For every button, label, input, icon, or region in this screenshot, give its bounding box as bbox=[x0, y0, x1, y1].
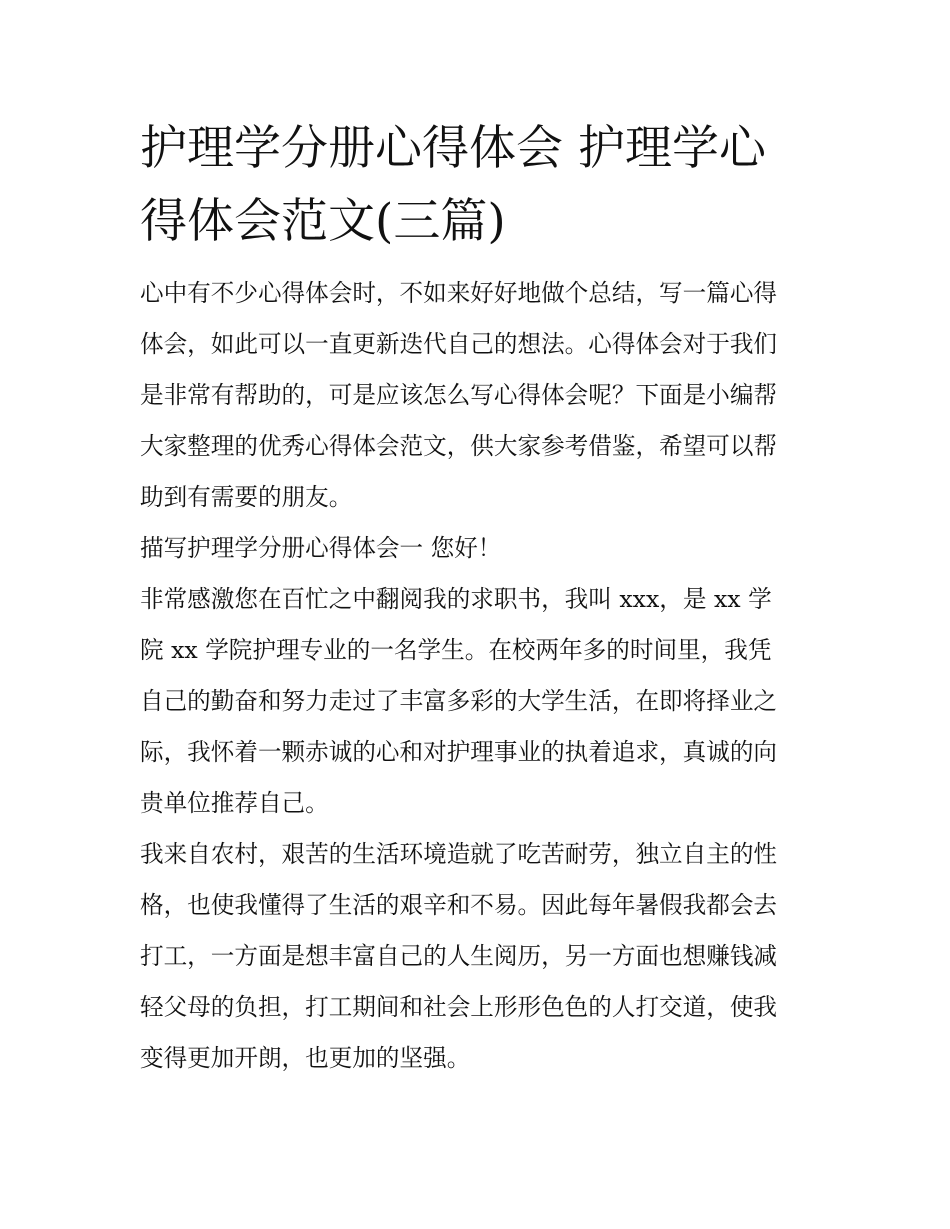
section-heading-paragraph bbox=[140, 523, 812, 574]
text-line: 打工，一方面是想丰富自己的人生阅历，另一方面也想赚钱减 bbox=[140, 942, 778, 970]
text-line: 变得更加开朗，也更加的坚强。 bbox=[140, 1044, 471, 1072]
text-line: 助到有需要的朋友。 bbox=[140, 483, 353, 511]
text-line: 大家整理的优秀心得体会范文，供大家参考借鉴，希望可以帮 bbox=[140, 432, 778, 460]
body-paragraph bbox=[140, 829, 812, 1084]
title-line: 护理学分册心得体会 护理学心 bbox=[140, 121, 766, 176]
text-line: 心中有不少心得体会时，不如来好好地做个总结，写一篇心得 bbox=[140, 279, 778, 307]
document-content bbox=[140, 112, 812, 1084]
text-line: 院 xx 学院护理专业的一名学生。在校两年多的时间里，我凭 bbox=[140, 636, 772, 664]
text-line: 非常感激您在百忙之中翻阅我的求职书，我叫 xxx，是 xx 学 bbox=[140, 585, 772, 613]
text-line: 体会，如此可以一直更新迭代自己的想法。心得体会对于我们 bbox=[140, 330, 778, 358]
text-line: 轻父母的负担，打工期间和社会上形形色色的人打交道，使我 bbox=[140, 993, 778, 1021]
text-line: 描写护理学分册心得体会一 您好！ bbox=[140, 534, 502, 562]
document-title bbox=[140, 112, 812, 258]
text-line: 贵单位推荐自己。 bbox=[140, 789, 329, 817]
text-line: 格，也使我懂得了生活的艰辛和不易。因此每年暑假我都会去 bbox=[140, 891, 778, 919]
text-line: 际，我怀着一颗赤诚的心和对护理事业的执着追求，真诚的向 bbox=[140, 738, 778, 766]
text-line: 是非常有帮助的，可是应该怎么写心得体会呢？下面是小编帮 bbox=[140, 381, 778, 409]
title-line: 得体会范文(三篇) bbox=[140, 194, 506, 249]
intro-paragraph bbox=[140, 268, 812, 523]
text-line: 自己的勤奋和努力走过了丰富多彩的大学生活，在即将择业之 bbox=[140, 687, 778, 715]
body-paragraph bbox=[140, 574, 812, 829]
text-line: 我来自农村，艰苦的生活环境造就了吃苦耐劳，独立自主的性 bbox=[140, 840, 778, 868]
